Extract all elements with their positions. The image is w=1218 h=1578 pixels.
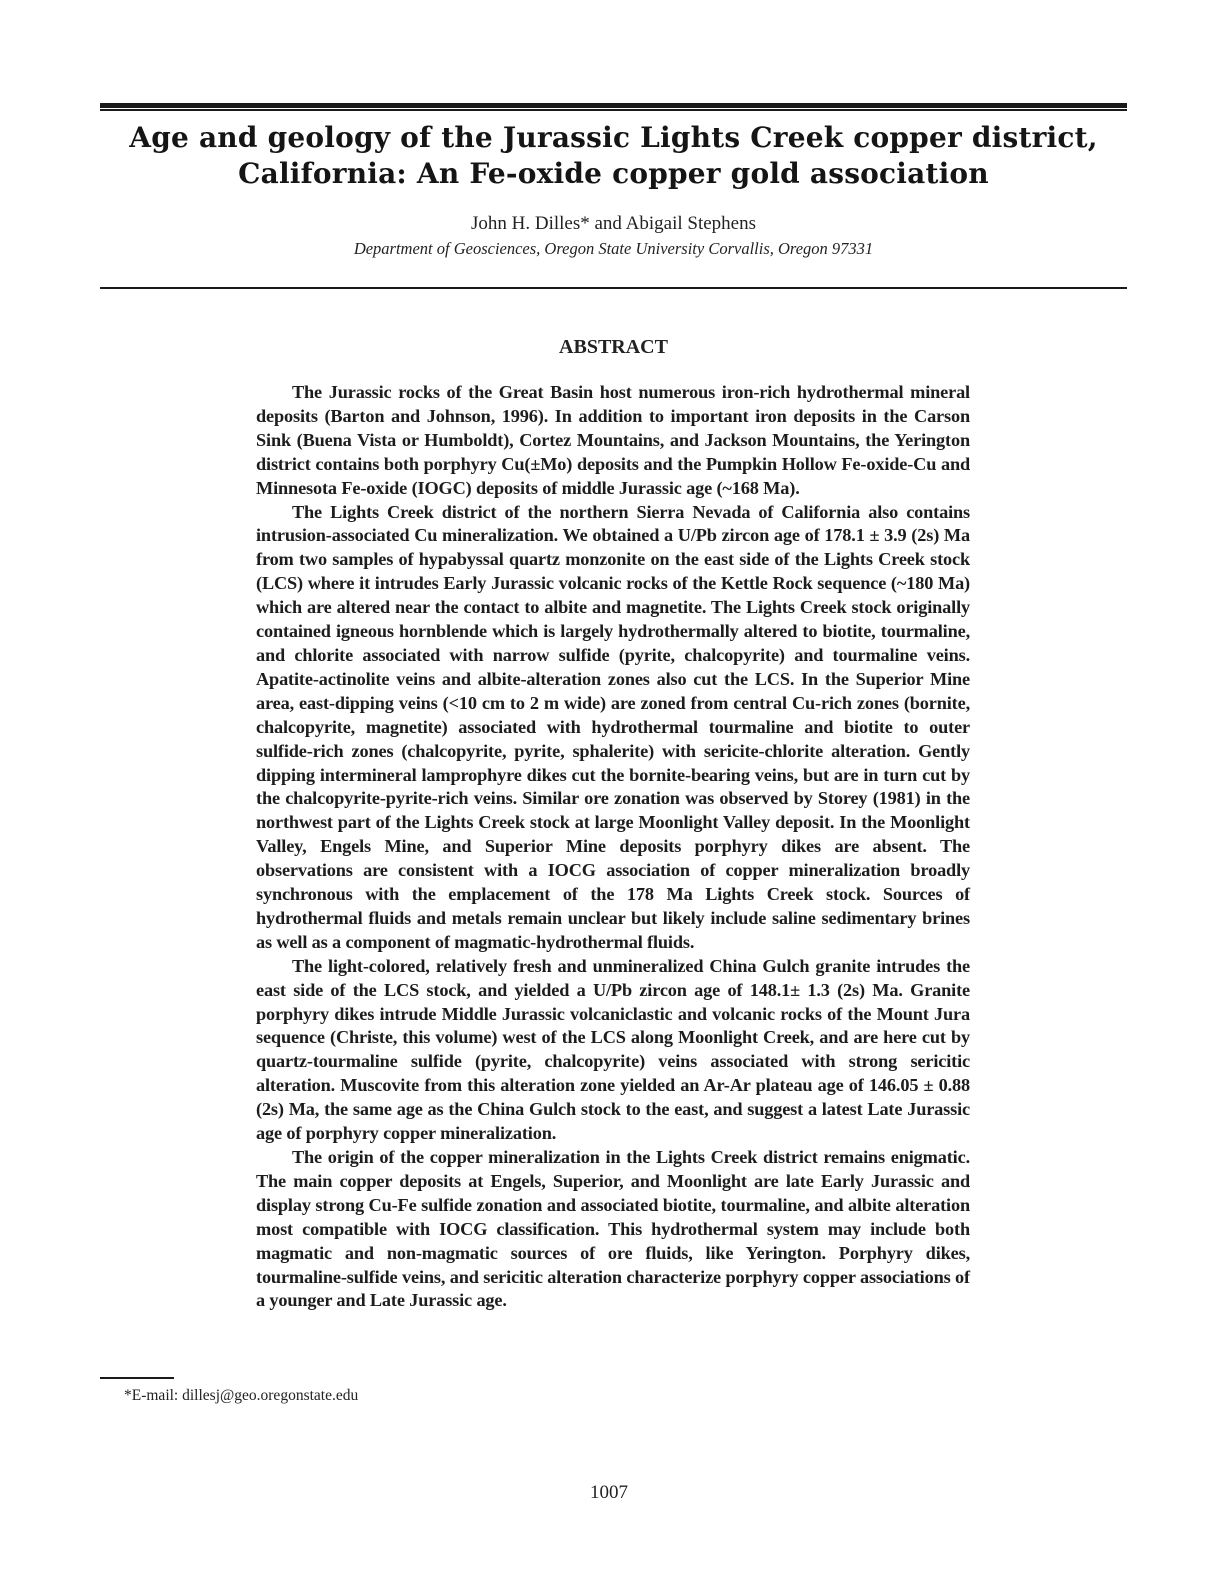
abstract-body <box>256 381 970 1313</box>
header-rule-thick <box>100 103 1127 108</box>
affiliation: Department of Geosciences, Oregon State University Corvallis, Oregon 97331 <box>353 239 874 258</box>
abstract-paragraph: The origin of the copper mineralization in the Lights Creek district remains enigmatic. The main copper deposits at Engels, Superior, and Moonlight are late Early Jurassic and display strong Cu-Fe sulfide zonation and associated biotite, tourmaline, and albite alteration most compatible with IOCG classification. This hydrothermal system may include both magmatic and non-magmatic sources of ore fluids, like Yerington. Porphyry dikes, tourmaline-sulfide veins, and sericitic alteration characterize porphyry copper associations of a younger and Late Jurassic age. <box>256 1147 970 1311</box>
page-number: 1007 <box>590 1482 628 1503</box>
abstract-paragraph: The light-colored, relatively fresh and unmineralized China Gulch granite intrudes the east side of the LCS stock, and yielded a U/Pb zircon age of 148.1± 1.3 (2s) Ma. Granite porphyry dikes intrude Middle Jurassic volcaniclastic and volcanic rocks of the Mount Jura sequence (Christe, this volume) west of the LCS along Moonlight Creek, and are here cut by quartz-tourmaline sulfide (pyrite, chalcopyrite) veins associated with strong sericitic alteration. Muscovite from this alteration zone yielded an Ar-Ar plateau age of 146.05 ± 0.88 (2s) Ma, the same age as the China Gulch stock to the east, and suggest a latest Late Jurassic age of porphyry copper mineralization. <box>256 955 970 1144</box>
authors: John H. Dilles* and Abigail Stephens <box>471 213 756 234</box>
paper-title-line-2: California: An Fe-oxide copper gold association <box>238 157 989 190</box>
paper-title-line-1: Age and geology of the Jurassic Lights Creek copper district, <box>129 121 1098 154</box>
paper-title <box>100 120 1127 192</box>
header-rule-thin <box>100 109 1127 111</box>
header-separator-rule <box>100 287 1127 289</box>
abstract-heading: ABSTRACT <box>559 336 668 358</box>
abstract-paragraph: The Jurassic rocks of the Great Basin host numerous iron-rich hydrothermal mineral deposits (Barton and Johnson, 1996). In addition to important iron deposits in the Carson Sink (Buena Vista or Humboldt), Cortez Mountains, and Jackson Mountains, the Yerington district contains both porphyry Cu(±Mo) deposits and the Pumpkin Hollow Fe-oxide-Cu and Minnesota Fe-oxide (IOGC) deposits of middle Jurassic age (~168 Ma). <box>256 382 970 498</box>
footnote-rule <box>100 1377 174 1379</box>
footnote-email: *E-mail: dillesj@geo.oregonstate.edu <box>124 1387 359 1404</box>
abstract-paragraph: The Lights Creek district of the northern Sierra Nevada of California also contains intrusion-associated Cu mineralization. We obtained a U/Pb zircon age of 178.1 ± 3.9 (2s) Ma from two samples of hypabyssal quartz monzonite on the east side of the Lights Creek stock (LCS) where it intrudes Early Jurassic volcanic rocks of the Kettle Rock sequence (~180 Ma) which are altered near the contact to albite and magnetite. The Lights Creek stock originally contained igneous hornblende which is largely hydrothermally altered to biotite, tourmaline, and chlorite associated with narrow sulfide (pyrite, chalcopyrite) and tourmaline veins. Apatite-actinolite veins and albite-alteration zones also cut the LCS. In the Superior Mine area, east-dipping veins (<10 cm to 2 m wide) are zoned from central Cu-rich zones (bornite, chalcopyrite, magnetite) associated with hydrothermal tourmaline and biotite to outer sulfide-rich zones (chalcopyrite, pyrite, sphalerite) with sericite-chlorite alteration. Gently dipping intermineral lamprophyre dikes cut the bornite-bearing veins, but are in turn cut by the chalcopyrite-pyrite-rich veins. Similar ore zonation was observed by Storey (1981) in the northwest part of the Lights Creek stock at large Moonlight Valley deposit. In the Moonlight Valley, Engels Mine, and Superior Mine deposits porphyry dikes are absent. The observations are consistent with a IOCG association of copper mineralization broadly synchronous with the emplacement of the 178 Ma Lights Creek stock. Sources of hydrothermal fluids and metals remain unclear but likely include saline sedimentary brines as well as a component of magmatic-hydrothermal fluids. <box>256 501 970 952</box>
